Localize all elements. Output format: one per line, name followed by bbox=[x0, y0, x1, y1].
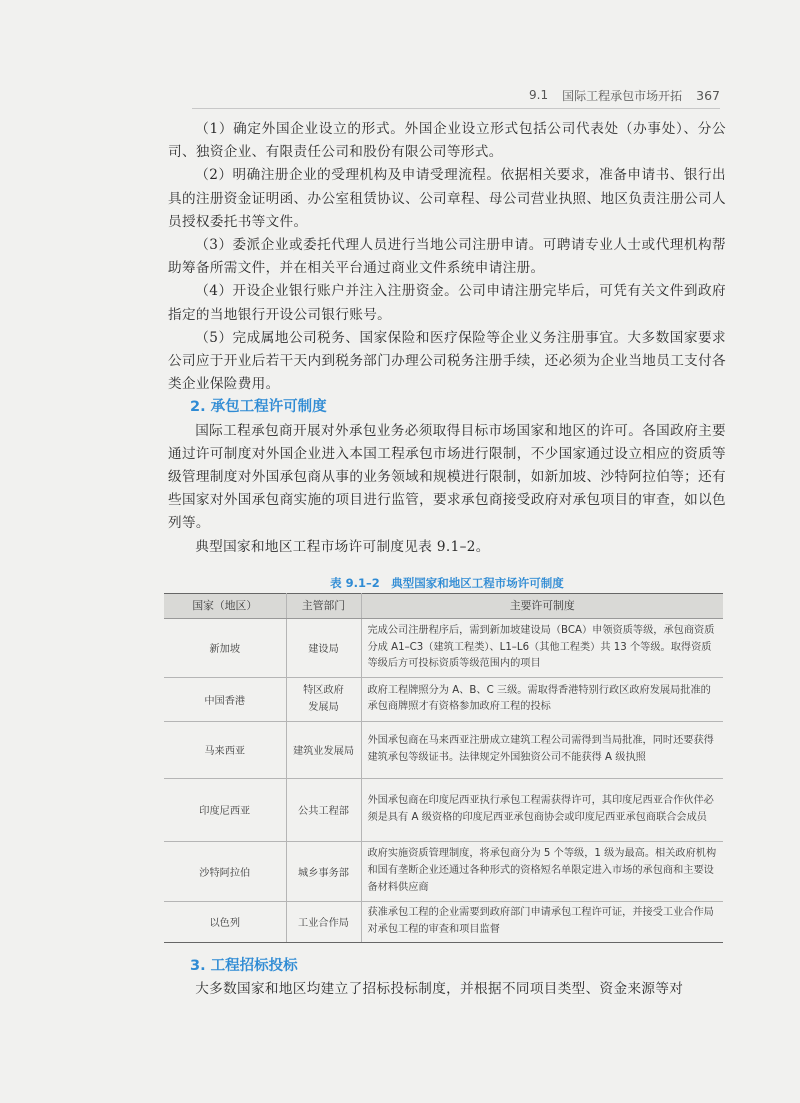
page-body bbox=[168, 118, 726, 1001]
license-system-cell: 外国承包商在印度尼西亚执行承包工程需获得许可，其印度尼西亚合作伙伴必须是具有 A 级资格的印度尼西亚承包商协会或印度尼西亚承包商联合会成员 bbox=[361, 778, 723, 841]
running-header bbox=[192, 86, 720, 104]
header-rule bbox=[192, 108, 720, 109]
table-row bbox=[164, 778, 723, 841]
department-cell: 建设局 bbox=[286, 618, 361, 677]
table-row bbox=[164, 841, 723, 901]
department-cell: 城乡事务部 bbox=[286, 841, 361, 901]
license-system-cell: 政府工程牌照分为 A、B、C 三级。需取得香港特别行政区政府发展局批准的承包商牌照才有资格参加政府工程的投标 bbox=[361, 677, 723, 721]
country-cell: 印度尼西亚 bbox=[164, 778, 286, 841]
license-system-cell: 获准承包工程的企业需要到政府部门申请承包工程许可证，并接受工业合作局对承包工程的审查和项目监督 bbox=[361, 901, 723, 942]
department-cell: 公共工程部 bbox=[286, 778, 361, 841]
section-2-paragraph: 国际工程承包商开展对外承包业务必须取得目标市场国家和地区的许可。各国政府主要通过许可制度对外国企业进入本国工程承包市场进行限制，不少国家通过设立相应的资质等级管理制度对外国承包商从事的业务领域和规模进行限制，如新加坡、沙特阿拉伯等；还有些国家对外国承包商实施的项目进行监管，要求承包商接受政府对承包项目的审查，如以色列等。 bbox=[168, 422, 726, 532]
header-section-number: 9.1 bbox=[529, 88, 549, 102]
header-section-title: 国际工程承包市场开拓 bbox=[562, 88, 683, 103]
country-cell: 以色列 bbox=[164, 901, 286, 942]
license-system-cell: 完成公司注册程序后，需到新加坡建设局（BCA）申领资质等级，承包商资质分成 A1–C3（建筑工程类）、L1–L6（其他工程类）共 13 个等级。取得资质等级后方可投标资质等级范围内的项目 bbox=[361, 618, 723, 677]
table-caption: 表 9.1–2 典型国家和地区工程市场许可制度 bbox=[330, 575, 564, 590]
department-cell-text: 特区政府发展局 bbox=[303, 685, 344, 714]
department-cell: 建筑业发展局 bbox=[286, 721, 361, 778]
section-2-heading: 2. 承包工程许可制度 bbox=[190, 399, 327, 416]
country-cell: 沙特阿拉伯 bbox=[164, 841, 286, 901]
table-row bbox=[164, 618, 723, 677]
section-3-heading: 3. 工程招标投标 bbox=[190, 957, 298, 974]
department-cell bbox=[286, 677, 361, 721]
section-3-paragraph: 大多数国家和地区均建立了招标投标制度，并根据不同项目类型、资金来源等对 bbox=[195, 981, 684, 998]
country-cell: 马来西亚 bbox=[164, 721, 286, 778]
column-header-department: 主管部门 bbox=[286, 593, 361, 618]
country-cell: 中国香港 bbox=[164, 677, 286, 721]
paragraph-step-5: （5）完成属地公司税务、国家保险和医疗保险等企业义务注册事宜。大多数国家要求公司应于开业后若干天内到税务部门办理公司税务注册手续，还必须为企业当地员工支付各类企业保险费用。 bbox=[168, 329, 726, 393]
license-system-cell: 外国承包商在马来西亚注册成立建筑工程公司需得到当局批准，同时还要获得建筑承包等级证书。法律规定外国独资公司不能获得 A 级执照 bbox=[361, 721, 723, 778]
table-row bbox=[164, 721, 723, 778]
paragraph-step-2: （2）明确注册企业的受理机构及申请受理流程。依据相关要求，准备申请书、银行出具的注册资金证明函、办公室租赁协议、公司章程、母公司营业执照、地区负责注册公司人员授权委托书等文件。 bbox=[168, 167, 726, 230]
table-reference-paragraph: 典型国家和地区工程市场许可制度见表 9.1–2。 bbox=[195, 538, 490, 555]
page-number: 367 bbox=[696, 87, 720, 103]
department-cell: 工业合作局 bbox=[286, 901, 361, 942]
table-row bbox=[164, 677, 723, 721]
country-cell: 新加坡 bbox=[164, 618, 286, 677]
license-system-table bbox=[164, 593, 723, 943]
paragraph-step-3: （3）委派企业或委托代理人员进行当地公司注册申请。可聘请专业人士或代理机构帮助筹备所需文件，并在相关平台通过商业文件系统申请注册。 bbox=[168, 237, 726, 277]
paragraph-step-1: （1）确定外国企业设立的形式。外国企业设立形式包括公司代表处（办事处）、分公司、独资企业、有限责任公司和股份有限公司等形式。 bbox=[168, 121, 726, 161]
table-row bbox=[164, 901, 723, 942]
license-system-cell: 政府实施资质管理制度，将承包商分为 5 个等级，1 级为最高。相关政府机构和国有垄断企业还通过各种形式的资格短名单限定进入市场的承包商和主要设备材料供应商 bbox=[361, 841, 723, 901]
paragraph-step-4: （4）开设企业银行账户并注入注册资金。公司申请注册完毕后，可凭有关文件到政府指定的当地银行开设公司银行账号。 bbox=[168, 283, 726, 323]
column-header-license-system: 主要许可制度 bbox=[361, 593, 723, 618]
table-header-row bbox=[164, 593, 723, 618]
column-header-country: 国家（地区） bbox=[164, 593, 286, 618]
